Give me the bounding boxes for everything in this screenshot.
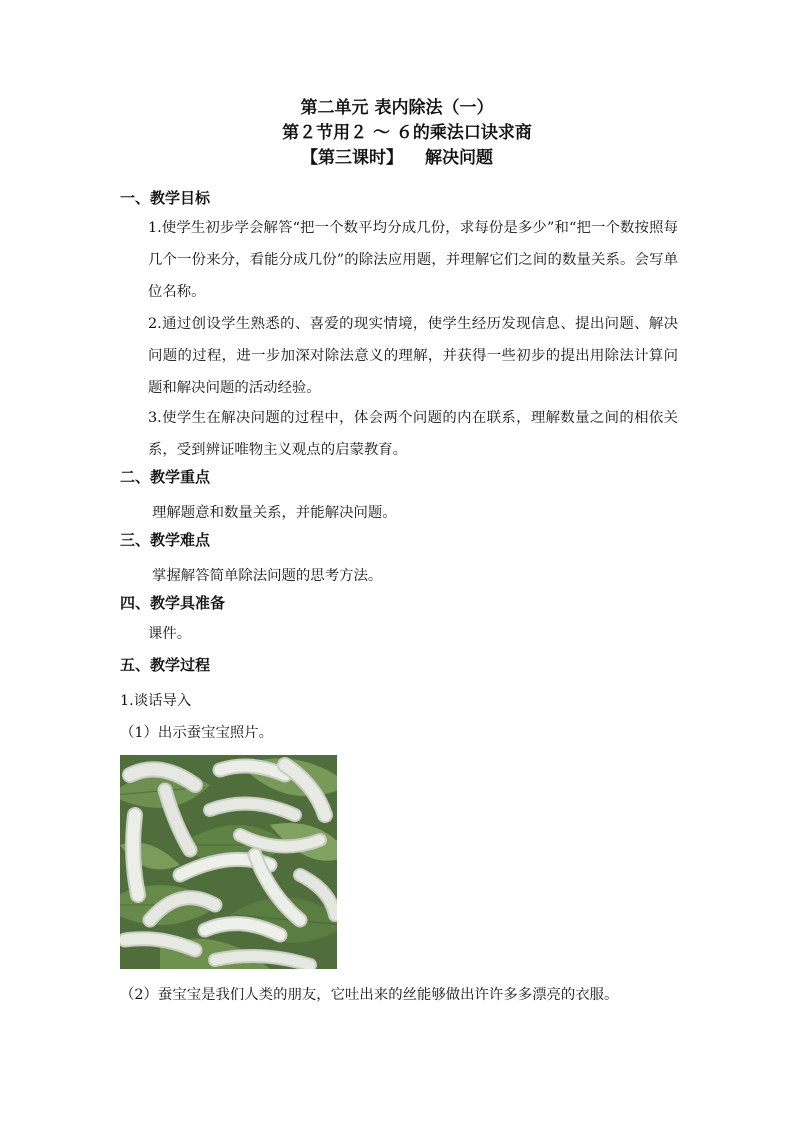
lesson-label: 【第三课时】 [301, 148, 403, 168]
lesson-title [0, 146, 794, 170]
process-step-1-2: （2）蚕宝宝是我们人类的朋友，它吐出来的丝能够做出许许多多漂亮的衣服。 [120, 987, 619, 1003]
lesson-topic: 解决问题 [425, 148, 493, 168]
section-title: 第２节用２ ～ ６的乘法口诀求商 [282, 123, 532, 143]
key-points-heading: 二、教学重点 [120, 468, 211, 486]
goals-heading: 一、教学目标 [120, 189, 211, 207]
difficulties-heading: 三、教学难点 [120, 531, 211, 549]
materials-heading: 四、教学具准备 [120, 594, 226, 612]
difficulties-text: 掌握解答简单除法问题的思考方法。 [152, 568, 383, 584]
process-heading: 五、教学过程 [120, 656, 211, 674]
goal-item-2: 2.通过创设学生熟悉的、喜爱的现实情境，使学生经历发现信息、提出问题、解决问题的过程，进一步加深对除法意义的理解，并获得一些初步的提出用除法计算问题和解决问题的活动经验。 [148, 316, 678, 396]
silkworm-photo [120, 755, 337, 969]
key-points-text: 理解题意和数量关系，并能解决问题。 [152, 505, 397, 521]
materials-text: 课件。 [148, 626, 192, 642]
unit-title: 第二单元 表内除法（一） [300, 98, 494, 118]
process-step-1-1: （1）出示蚕宝宝照片。 [120, 725, 274, 741]
goal-item-1: 1.使学生初步学会解答“把一个数平均分成几份，求每份是多少”和“把一个数按照每几个一份来分，看能分成几份”的除法应用题，并理解它们之间的数量关系。会写单位名称。 [148, 220, 678, 300]
process-step-1: 1.谈话导入 [120, 693, 192, 709]
silkworm-illustration [120, 755, 337, 969]
goal-item-3: 3.使学生在解决问题的过程中，体会两个问题的内在联系，理解数量之间的相依关系，受到辨证唯物主义观点的启蒙教育。 [148, 410, 678, 458]
